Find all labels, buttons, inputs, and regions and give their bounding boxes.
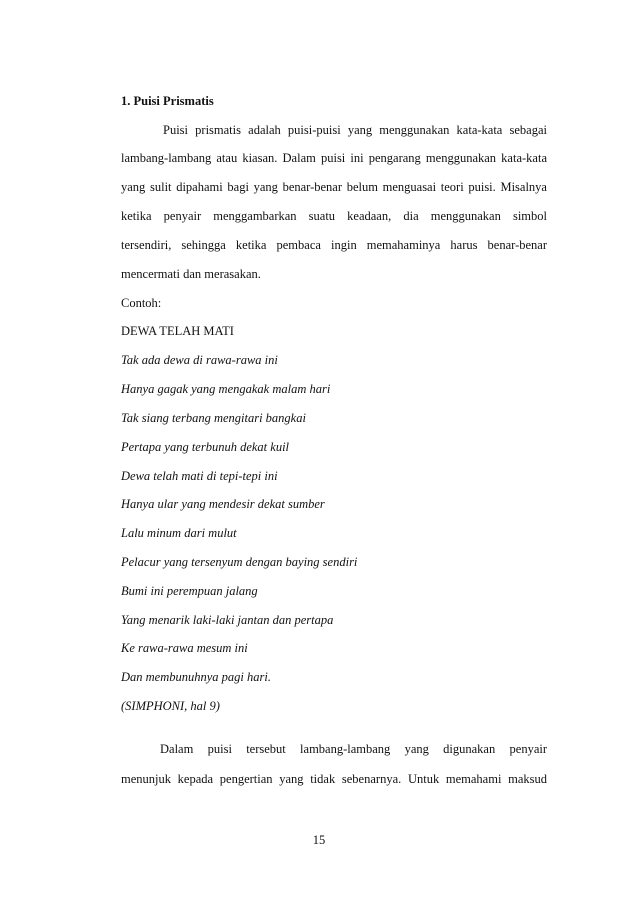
poem-line-8: Pelacur yang tersenyum dengan baying sendiri <box>121 555 358 569</box>
example-label: Contoh: <box>121 296 162 310</box>
poem-line-9: Bumi ini perempuan jalang <box>121 584 258 598</box>
poem-source: (SIMPHONI, hal 9) <box>121 699 220 713</box>
poem-line-6: Hanya ular yang mendesir dekat sumber <box>121 497 325 511</box>
paragraph2-line-2: menunjuk kepada pengertian yang tidak sebenarnya. Untuk memahami maksud <box>121 772 547 786</box>
paragraph1-line-1: Puisi prismatis adalah puisi-puisi yang menggunakan kata-kata sebagai <box>163 123 547 137</box>
paragraph1-line-4: ketika penyair menggambarkan suatu keadaan, dia menggunakan simbol <box>121 209 547 223</box>
poem-line-4: Pertapa yang terbunuh dekat kuil <box>121 440 290 454</box>
poem-line-3: Tak siang terbang mengitari bangkai <box>121 411 306 425</box>
poem-line-10: Yang menarik laki-laki jantan dan pertapa <box>121 613 334 627</box>
page-number: 15 <box>312 833 326 847</box>
section-heading: 1. Puisi Prismatis <box>121 94 214 108</box>
poem-line-2: Hanya gagak yang mengakak malam hari <box>121 382 331 396</box>
poem-title: DEWA TELAH MATI <box>121 324 234 338</box>
poem-line-12: Dan membunuhnya pagi hari. <box>121 670 271 684</box>
poem-line-7: Lalu minum dari mulut <box>121 526 237 540</box>
poem-line-11: Ke rawa-rawa mesum ini <box>121 641 248 655</box>
poem-line-5: Dewa telah mati di tepi-tepi ini <box>121 469 278 483</box>
poem-line-1: Tak ada dewa di rawa-rawa ini <box>121 353 278 367</box>
paragraph1-line-3: yang sulit dipahami bagi yang benar-benar belum menguasai teori puisi. Misalnya <box>121 180 547 194</box>
paragraph1-line-5: tersendiri, sehingga ketika pembaca ingin memahaminya harus benar-benar <box>121 238 547 252</box>
paragraph1-line-6: mencermati dan merasakan. <box>121 267 261 281</box>
paragraph2-line-1: Dalam puisi tersebut lambang-lambang yang digunakan penyair <box>160 742 547 756</box>
paragraph1-line-2: lambang-lambang atau kiasan. Dalam puisi ini pengarang menggunakan kata-kata <box>121 151 547 165</box>
